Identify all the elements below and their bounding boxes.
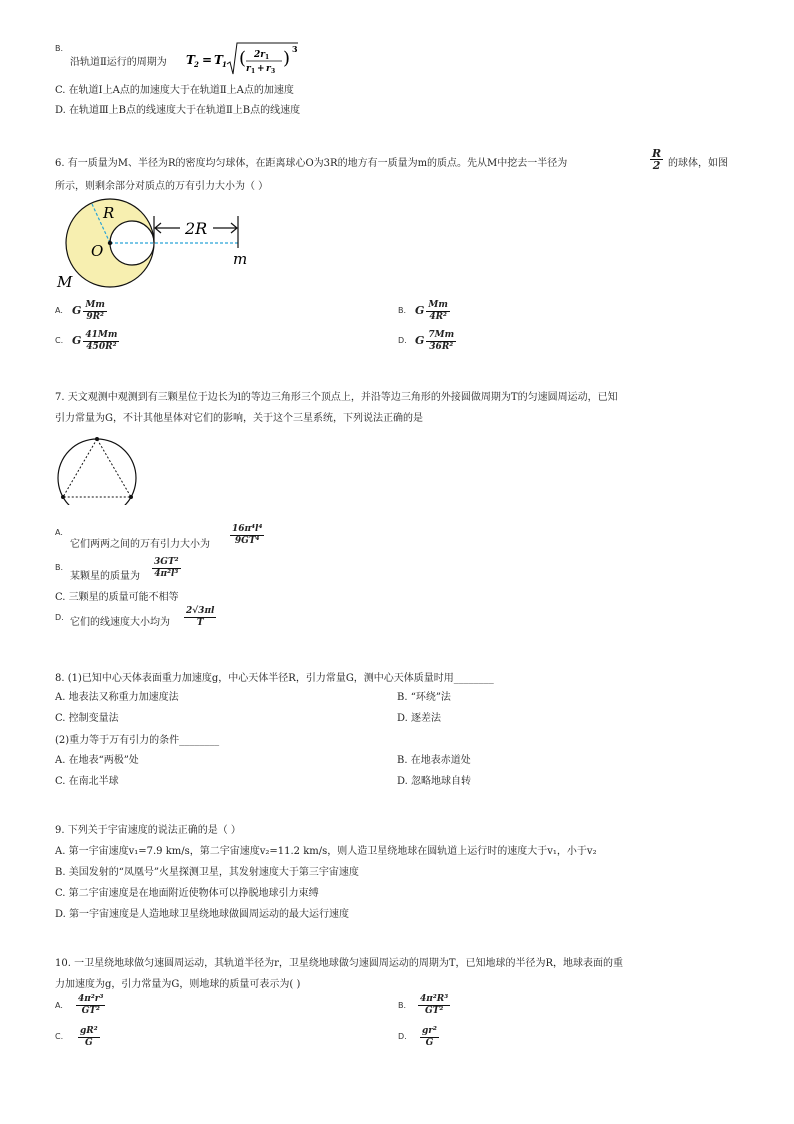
svg-text:r: r	[266, 64, 271, 74]
q10-option-c: $\frac{\text{gR²}}{G}$	[80, 1026, 98, 1048]
svg-text:1: 1	[222, 60, 227, 69]
q10-option-d-label: D.	[398, 1032, 407, 1041]
q5-option-d: D. 在轨道Ⅲ上B点的线速度大于在轨道Ⅱ上B点的线速度	[55, 105, 301, 116]
q6-option-b-label: B.	[398, 306, 407, 315]
q6-option-a-label: A.	[55, 306, 63, 315]
label-2r: 2R	[185, 219, 208, 238]
label-o: O	[91, 242, 104, 260]
q7-option-d-formula: $\frac{2√3\pi l}{T}$	[186, 606, 215, 628]
q5-option-b-text: 沿轨道Ⅱ运行的周期为	[70, 57, 167, 68]
svg-text:(: (	[239, 48, 247, 69]
label-r: R	[103, 204, 115, 222]
svg-text:): )	[283, 48, 291, 69]
svg-text:r: r	[246, 64, 251, 74]
q8-stem1: 8. (1)已知中心天体表面重力加速度g，中心天体半径R，引力常量G，测中心天体质量时用________	[55, 673, 494, 684]
svg-text:2r: 2r	[254, 50, 266, 60]
svg-text:T: T	[186, 53, 195, 67]
star-left	[61, 495, 65, 499]
center-point	[108, 241, 112, 245]
q6-option-b: G $\frac{Mm}{\text{4R²}}$	[415, 300, 448, 322]
q7-option-b-label: B.	[55, 563, 64, 572]
svg-text:3: 3	[292, 44, 298, 54]
q9-option-a: A. 第一宇宙速度v₁=7.9 km/s，第二宇宙速度v₂=11.2 km/s，则人造卫星绕地球在圆轨道上运行时的速度大于v₁，小于v₂	[55, 846, 597, 857]
q6-option-d: G $\frac{7Mm}{\text{36R²}}$	[415, 330, 455, 352]
q9-option-d: D. 第一宇宙速度是人造地球卫星绕地球做圆周运动的最大运行速度	[55, 909, 350, 920]
q5-option-b-formula	[186, 40, 306, 78]
svg-text:2: 2	[194, 60, 199, 69]
star-right	[129, 495, 133, 499]
q5-option-b-label: B.	[55, 44, 64, 53]
q7-option-d-label: D.	[55, 613, 64, 622]
q10-option-c-label: C.	[55, 1032, 64, 1041]
q7-option-a-formula: $\frac{\text{16π⁴l⁴}}{\text{9GT⁴}}$	[232, 524, 263, 546]
q10-option-a: $\frac{\text{4π²r³}}{\text{GT²}}$	[78, 994, 104, 1016]
q10-stem-line2: 力加速度为g，引力常量为G，则地球的质量可表示为( )	[55, 979, 301, 990]
q6-stem-fraction: $\frac{R}{2}$	[652, 147, 662, 172]
label-small-m: m	[233, 250, 248, 268]
q9-option-c: C. 第二宇宙速度是在地面附近使物体可以挣脱地球引力束缚	[55, 888, 319, 899]
q8-stem2: (2)重力等于万有引力的条件________	[55, 735, 220, 746]
label-big-m: M	[57, 273, 73, 291]
q8-part2-option-b: B. 在地表赤道处	[397, 755, 471, 766]
q6-stem-line1-end: 的球体，如图	[668, 158, 728, 169]
q5-option-c: C. 在轨道Ⅰ上A点的加速度大于在轨道Ⅱ上A点的加速度	[55, 85, 294, 96]
q10-option-a-label: A.	[55, 1001, 63, 1010]
q7-option-b-text: 某颗星的质量为	[70, 571, 140, 582]
svg-text:1: 1	[265, 54, 270, 61]
svg-text:1: 1	[251, 68, 256, 75]
q8-part1-option-a: A. 地表法又称重力加速度法	[55, 692, 179, 703]
q9-option-b: B. 美国发射的“凤凰号”火星探测卫星，其发射速度大于第三宇宙速度	[55, 867, 359, 878]
q8-part1-option-b: B. “环绕”法	[397, 692, 451, 703]
q8-part2-option-a: A. 在地表“两极”处	[55, 755, 139, 766]
q10-option-b-label: B.	[398, 1001, 407, 1010]
q8-part2-option-c: C. 在南北半球	[55, 776, 119, 787]
q6-option-c-label: C.	[55, 336, 64, 345]
q7-option-c: C. 三颗星的质量可能不相等	[55, 592, 179, 603]
q7-option-a-label: A.	[55, 528, 63, 537]
q10-option-d: $\frac{\text{gr²}}{G}$	[422, 1026, 437, 1048]
q8-part2-option-d: D. 忽略地球自转	[397, 776, 472, 787]
svg-text:=: =	[202, 53, 213, 67]
q6-figure	[55, 196, 265, 296]
q8-part1-option-d: D. 逐差法	[397, 713, 442, 724]
svg-text:T: T	[214, 53, 223, 67]
q10-option-b: $\frac{\text{4π²R³}}{\text{GT²}}$	[420, 994, 449, 1016]
q7-option-b-formula: $\frac{\text{3GT²}}{\text{4π²l³}}$	[154, 557, 179, 579]
q7-option-a-text: 它们两两之间的万有引力大小为	[70, 539, 210, 550]
svg-text:3: 3	[271, 68, 276, 75]
orbit-circle	[58, 439, 136, 505]
q7-stem-line2: 引力常量为G，不计其他星体对它们的影响，关于这个三星系统，下列说法正确的是	[55, 413, 423, 424]
q6-stem-line1: 6. 有一质量为M、半径为R的密度均匀球体，在距离球心O为3R的地方有一质量为m的质点。先从M中挖去一半径为	[55, 158, 568, 169]
q6-option-c: G $\frac{41Mm}{\text{450R²}}$	[72, 330, 118, 352]
q8-part1-option-c: C. 控制变量法	[55, 713, 119, 724]
q7-figure	[54, 435, 144, 505]
q7-option-d-text: 它们的线速度大小均为	[70, 617, 170, 628]
q9-stem: 9. 下列关于宇宙速度的说法正确的是（ ）	[55, 825, 241, 836]
q7-stem-line1: 7. 天文观测中观测到有三颗星位于边长为l的等边三角形三个顶点上，并沿等边三角形的外接圆做周期为T的匀速圆周运动，已知	[55, 392, 618, 403]
svg-text:+: +	[257, 64, 265, 74]
q10-stem-line1: 10. 一卫星绕地球做匀速圆周运动，其轨道半径为r，卫星绕地球做匀速圆周运动的周期为T，已知地球的半径为R，地球表面的重	[55, 958, 624, 969]
q6-option-a: G $\frac{Mm}{\text{9R²}}$	[72, 300, 105, 322]
star-top	[95, 437, 99, 441]
q6-option-d-label: D.	[398, 336, 407, 345]
q6-stem-line2: 所示，则剩余部分对质点的万有引力大小为（ ）	[55, 181, 269, 192]
